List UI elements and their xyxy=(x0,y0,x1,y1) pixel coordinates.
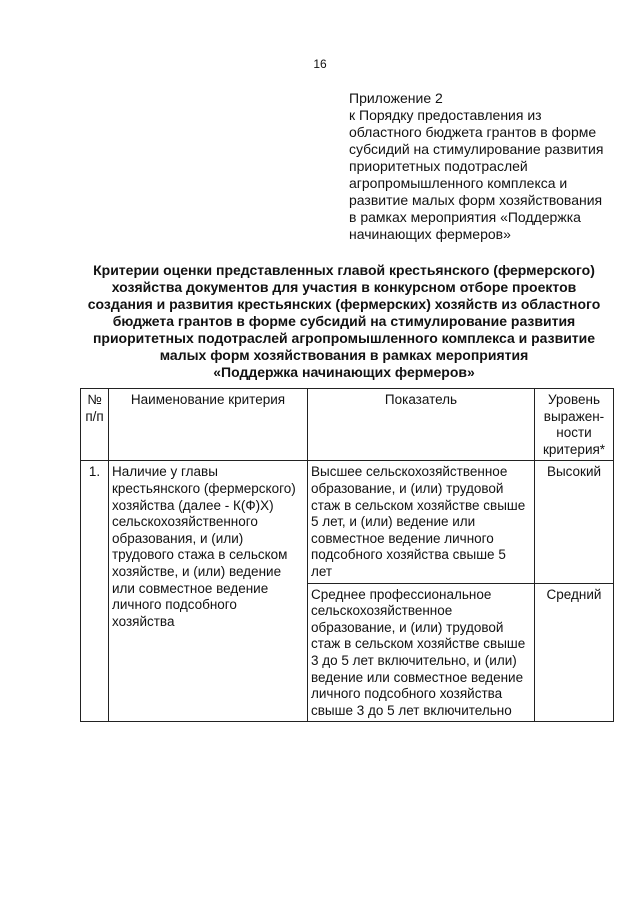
heading-line: хозяйства документов для участия в конкурсном отборе проектов xyxy=(111,279,577,295)
header-level-line: ности xyxy=(556,425,592,441)
page-number: 16 xyxy=(313,57,327,71)
indicator-line: 3 до 5 лет включительно, и (или) xyxy=(311,652,517,668)
header-level-line: критерия* xyxy=(542,441,606,457)
criterion-line: трудового стажа в сельском xyxy=(112,547,288,563)
criterion-name xyxy=(109,461,308,722)
heading-line: бюджета грантов в форме субсидий на стимулирование развития xyxy=(112,313,576,329)
row-number: 1. xyxy=(81,461,109,722)
appendix-line: в рамках мероприятия «Поддержка xyxy=(349,209,581,225)
criterion-line: образования, и (или) xyxy=(112,530,244,546)
indicator-line: стаж в сельском хозяйстве свыше xyxy=(311,497,526,513)
appendix-line: субсидий на стимулирование развития xyxy=(349,141,604,157)
indicator-line: 5 лет, и (или) ведение или xyxy=(311,514,476,530)
header-number-line: № xyxy=(87,392,102,407)
header-level-line: Уровень xyxy=(547,392,600,407)
appendix-line: начинающих фермеров» xyxy=(349,226,511,242)
header-number xyxy=(81,389,109,461)
heading-line: малых форм хозяйствования в рамках мероприятия xyxy=(159,347,529,363)
indicator-line: Среднее профессиональное xyxy=(311,586,492,602)
appendix-subtitle xyxy=(349,107,619,243)
indicator-line: образование, и (или) трудовой xyxy=(311,619,504,635)
indicator-high xyxy=(308,461,535,583)
indicator-medium xyxy=(308,583,535,722)
criterion-line: хозяйства xyxy=(112,613,175,629)
criterion-line: хозяйства (далее - К(Ф)Х) xyxy=(112,497,274,513)
appendix-line: приоритетных подотраслей xyxy=(349,158,528,174)
criterion-line: крестьянского (фермерского) xyxy=(112,480,296,496)
criteria-table xyxy=(80,388,614,722)
appendix-line: областного бюджета грантов в форме xyxy=(349,124,597,140)
table-header-row xyxy=(81,389,614,461)
criterion-line: сельскохозяйственного xyxy=(112,514,258,530)
header-criterion-name: Наименование критерия xyxy=(109,389,308,461)
criterion-line: Наличие у главы xyxy=(112,464,218,480)
indicator-line: стаж в сельском хозяйстве свыше xyxy=(311,636,526,652)
appendix-title: Приложение 2 xyxy=(349,90,443,106)
header-indicator: Показатель xyxy=(308,389,535,461)
indicator-line: личного подсобного хозяйства xyxy=(311,686,503,702)
level-high: Высокий xyxy=(535,461,614,583)
criterion-line: или совместное ведение xyxy=(112,580,269,596)
indicator-line: Высшее сельскохозяйственное xyxy=(311,464,508,480)
appendix-line: к Порядку предоставления из xyxy=(349,107,542,123)
header-level xyxy=(535,389,614,461)
indicator-line: ведение или совместное ведение xyxy=(311,669,524,685)
heading-line: «Поддержка начинающих фермеров» xyxy=(213,364,475,380)
appendix-line: развитие малых форм хозяйствования xyxy=(349,192,603,208)
appendix-line: агропромышленного комплекса и xyxy=(349,175,568,191)
criterion-line: хозяйстве, и (или) ведение xyxy=(112,563,282,579)
heading-line: Критерии оценки представленных главой крестьянского (фермерского) xyxy=(93,262,595,278)
indicator-line: образование, и (или) трудовой xyxy=(311,480,504,496)
header-number-line: п/п xyxy=(85,408,104,424)
indicator-line: свыше 3 до 5 лет включительно xyxy=(311,702,512,718)
table-row xyxy=(81,461,614,583)
heading-line: приоритетных подотраслей агропромышленного комплекса и развитие xyxy=(92,330,596,346)
indicator-line: сельскохозяйственное xyxy=(311,603,453,619)
indicator-line: лет xyxy=(311,563,333,579)
indicator-line: подсобного хозяйства свыше 5 xyxy=(311,547,506,563)
heading-line: создания и развития крестьянских (фермерских) хозяйств из областного xyxy=(87,296,601,312)
criterion-line: личного подсобного xyxy=(112,597,237,613)
header-level-line: выражен- xyxy=(543,408,605,424)
document-heading xyxy=(70,262,618,381)
indicator-line: совместное ведение личного xyxy=(311,530,494,546)
level-medium: Средний xyxy=(535,583,614,722)
